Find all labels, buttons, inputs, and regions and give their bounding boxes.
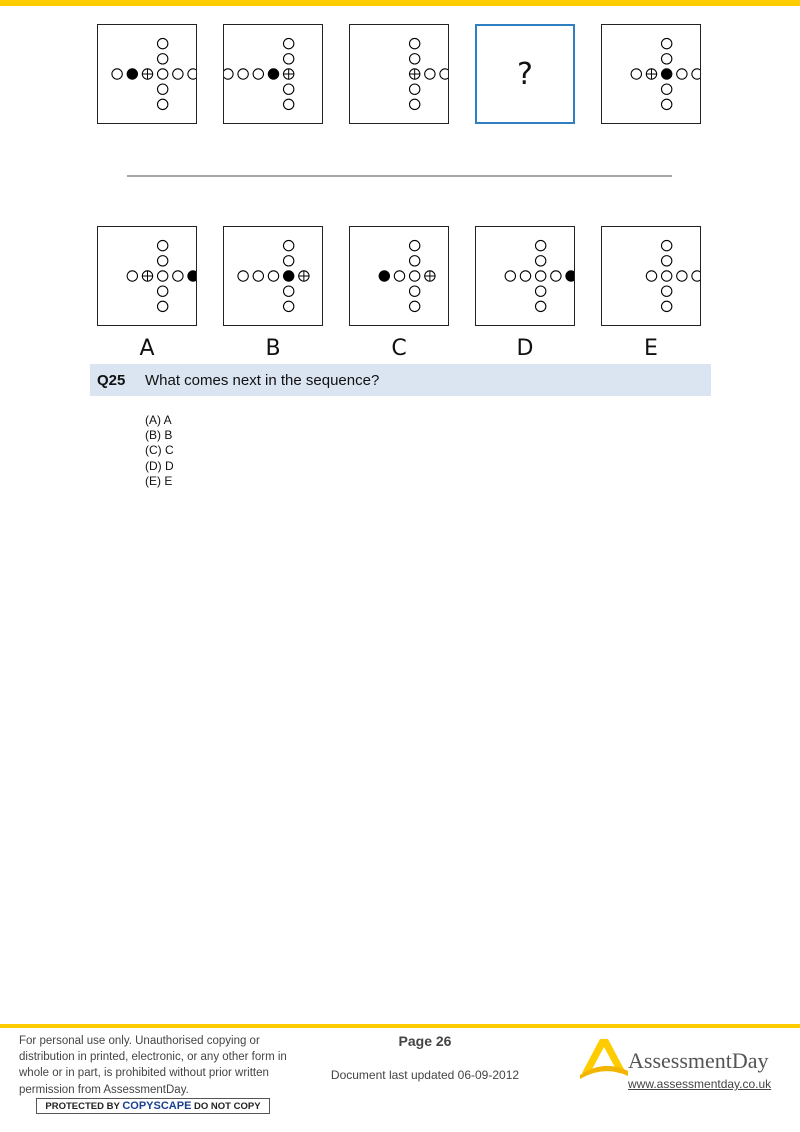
empty-circle [535,271,545,281]
empty-circle [157,99,167,109]
page-number: Page 26 [398,1033,452,1049]
empty-circle [238,69,248,79]
empty-circle [253,271,263,281]
option-figure-e[interactable] [601,226,701,326]
empty-circle [157,256,167,266]
empty-circle [409,271,419,281]
empty-circle [283,54,293,64]
circle-pattern [98,25,196,123]
option-figure-d[interactable] [475,226,575,326]
empty-circle [520,271,530,281]
empty-circle [409,54,419,64]
copyscape-suffix: DO NOT COPY [194,1101,261,1112]
empty-circle [661,84,671,94]
filled-circle [283,271,293,281]
empty-circle [224,69,233,79]
circle-pattern [602,25,700,123]
empty-circle [409,286,419,296]
circle-pattern [98,227,196,325]
filled-circle [661,69,671,79]
sequence-figure-3 [349,24,449,124]
empty-circle [394,271,404,281]
empty-circle [173,271,183,281]
empty-circle [425,69,435,79]
empty-circle [283,240,293,250]
empty-circle [535,256,545,266]
empty-circle [157,84,167,94]
top-accent-bar [0,0,800,6]
empty-circle [661,271,671,281]
empty-circle [661,54,671,64]
filled-circle [379,271,389,281]
empty-circle [253,69,263,79]
logo-wordmark: AssessmentDay [628,1048,769,1073]
empty-circle [551,271,561,281]
assessmentday-logo-icon [578,1033,630,1079]
empty-circle [157,54,167,64]
answer-list [145,413,174,489]
circle-pattern [602,227,700,325]
circle-pattern [224,227,322,325]
empty-circle [661,256,671,266]
option-figure-b[interactable] [223,226,323,326]
empty-circle [283,256,293,266]
empty-circle [535,286,545,296]
empty-circle [283,38,293,48]
empty-circle [661,240,671,250]
sequence-figure-4-question [475,24,575,124]
empty-circle [646,271,656,281]
empty-circle [283,286,293,296]
circle-pattern [224,25,322,123]
empty-circle [661,38,671,48]
empty-circle [409,38,419,48]
option-label-e: E [644,336,658,361]
answer-option-b[interactable]: (B) B [145,428,173,443]
empty-circle [409,256,419,266]
question-number: Q25 [97,371,126,389]
empty-circle [661,286,671,296]
empty-circle [631,69,641,79]
footer-accent-bar [0,1024,800,1028]
option-figure-c[interactable] [349,226,449,326]
website-link[interactable]: www.assessmentday.co.uk [628,1077,772,1091]
empty-circle [283,301,293,311]
option-label-c: C [391,336,407,361]
divider-line [127,175,672,177]
answer-option-e[interactable]: (E) E [145,473,173,488]
empty-circle [173,69,183,79]
empty-circle [283,99,293,109]
empty-circle [409,99,419,109]
empty-circle [661,301,671,311]
footer-disclaimer: For personal use only. Unauthorised copying or distribution in printed, electronic, or any other form in whole or in part, is prohibited without prior written permission from AssessmentDay. [19,1035,287,1096]
empty-circle [409,240,419,250]
sequence-figure-2 [223,24,323,124]
empty-circle [157,286,167,296]
empty-circle [127,271,137,281]
last-updated: Document last updated 06-09-2012 [330,1068,520,1082]
circle-pattern [476,227,574,325]
circle-pattern [350,227,448,325]
copyscape-badge[interactable] [36,1098,270,1114]
empty-circle [505,271,515,281]
filled-circle [127,69,137,79]
empty-circle [157,240,167,250]
filled-circle [188,271,196,281]
answer-option-a[interactable]: (A) A [145,413,172,427]
option-figure-a[interactable] [97,226,197,326]
empty-circle [268,271,278,281]
circle-pattern [350,25,448,123]
empty-circle [661,99,671,109]
question-text: What comes next in the sequence? [145,371,380,389]
empty-circle [440,69,448,79]
empty-circle [157,38,167,48]
empty-circle [157,69,167,79]
empty-circle [535,240,545,250]
empty-circle [692,271,700,281]
option-label-a: A [139,336,155,361]
empty-circle [157,271,167,281]
empty-circle [112,69,122,79]
empty-circle [677,271,687,281]
sequence-figure-5 [601,24,701,124]
empty-circle [409,84,419,94]
empty-circle [535,301,545,311]
sequence-figure-1 [97,24,197,124]
question-mark: ? [517,56,533,92]
empty-circle [409,301,419,311]
option-label-b: B [265,336,281,361]
copyscape-brand: COPYSCAPE [122,1100,192,1112]
copyscape-prefix: PROTECTED BY [45,1101,120,1112]
empty-circle [283,84,293,94]
empty-circle [238,271,248,281]
empty-circle [677,69,687,79]
empty-circle [188,69,196,79]
question-bar [90,364,711,396]
answer-option-d[interactable]: (D) D [145,458,174,473]
empty-circle [157,301,167,311]
empty-circle [692,69,700,79]
option-label-d: D [516,336,534,361]
answer-option-c[interactable]: (C) C [145,443,174,458]
filled-circle [566,271,574,281]
filled-circle [268,69,278,79]
